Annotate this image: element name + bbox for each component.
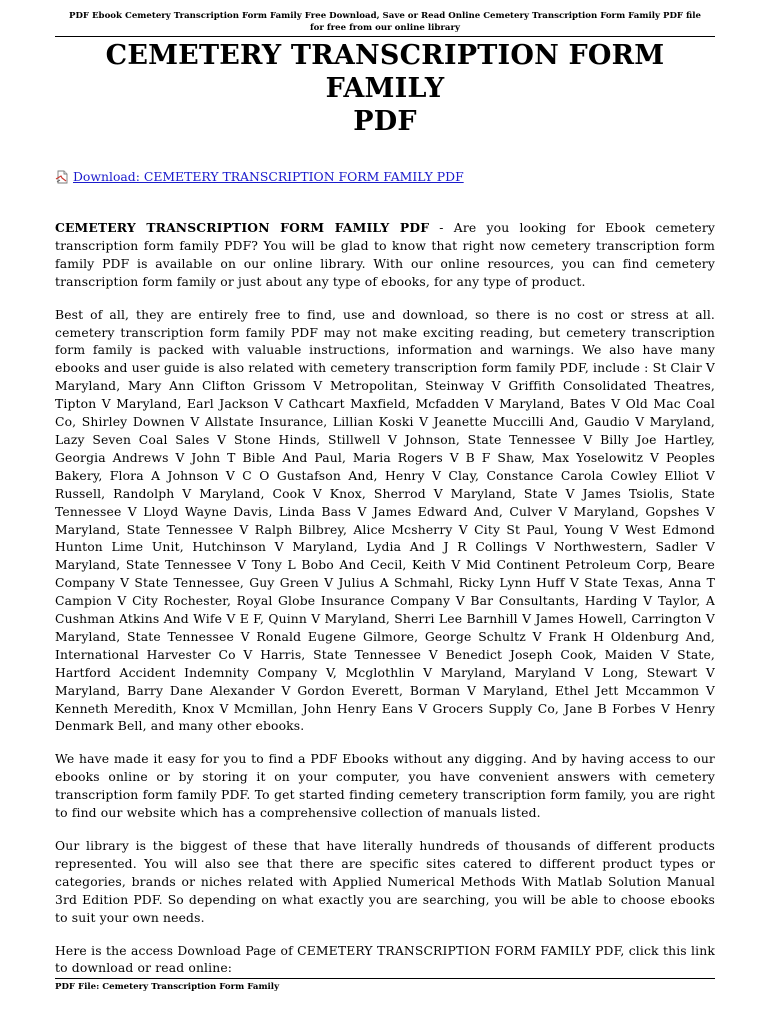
page-header xyxy=(55,10,715,34)
download-row xyxy=(55,168,715,186)
document-title xyxy=(55,39,715,138)
download-link[interactable]: Download: CEMETERY TRANSCRIPTION FORM FAMILY PDF xyxy=(73,169,464,184)
document-page xyxy=(55,0,715,1024)
intro-rest: - Are you looking for Ebook cemetery transcription form family PDF? You will be glad to know that right now cemetery transcription form family PDF is available on our online library. With our online resources, you can find cemetery transcription form family or just about any type of ebooks, for any type of product. xyxy=(55,221,715,289)
title-line-1: CEMETERY TRANSCRIPTION FORM FAMILY xyxy=(105,40,665,104)
pdf-file-icon[interactable] xyxy=(55,170,69,184)
footer-rule xyxy=(55,978,715,979)
access-paragraph: We have made it easy for you to find a PDF Ebooks without any digging. And by having access to our ebooks online or by storing it on your computer, you have convenient answers with cemetery transcription form family PDF. To get started finding cemetery transcription form family, you are right to find our website which has a comprehensive collection of manuals listed. xyxy=(55,752,715,821)
footer-text: PDF File: Cemetery Transcription Form Family xyxy=(55,982,280,992)
header-line-1: PDF Ebook Cemetery Transcription Form Family Free Download, Save or Read Online Cemetery Transcription Form Family PDF file xyxy=(69,11,701,21)
header-rule xyxy=(55,36,715,37)
title-line-2: PDF xyxy=(353,106,417,137)
download-page-paragraph: Here is the access Download Page of CEMETERY TRANSCRIPTION FORM FAMILY PDF, click this link to download or read online: xyxy=(55,943,715,976)
library-paragraph: Our library is the biggest of these that have literally hundreds of thousands of different products represented. You will also see that there are specific sites catered to different product types or categories, brands or niches related with Applied Numerical Methods With Matlab Solution Manual 3rd Edition PDF. So depending on what exactly you are searching, you will be able to choose ebooks to suit your own needs. xyxy=(55,839,715,925)
intro-paragraph xyxy=(55,219,715,292)
header-line-2: for free from our online library xyxy=(309,23,460,33)
related-ebooks-paragraph: Best of all, they are entirely free to find, use and download, so there is no cost or stress at all. cemetery transcription form family PDF may not make exciting reading, but cemetery transcription form family is packed with valuable instructions, information and warnings. We also have many ebooks and user guide is also related with cemetery transcription form family PDF, include : St Clair V Maryland, Mary Ann Clifton Grissom V Metropolitan, Steinway V Griffith Consolidated Theatres, Tipton V Maryland, Earl Jackson V Cathcart Maxfield, Mcfadden V Maryland, Bates V Old Mac Coal Co, Shirley Downen V Allstate Insurance, Lillian Koski V Jeanette Muccilli And, Gaudio V Maryland, Lazy Seven Coal Sales V Stone Hinds, Stillwell V Johnson, State Tennessee V Billy Joe Hartley, Georgia Andrews V John T Bible And Paul, Maria Rogers V B F Shaw, Max Yoselowitz V Peoples Bakery, Flora A Johnson V C O Gustafson And, Henry V Clay, Constance Carola Cowley Elliot V Russell, Randolph V Maryland, Cook V Knox, Sherrod V Maryland, State V James Tsiolis, State Tennessee V Lloyd Wayne Davis, Linda Bass V James Edward And, Culver V Maryland, Gopshes V Maryland, State Tennessee V Ralph Bilbrey, Alice Mcsherry V City St Paul, Young V West Edmond Hunton Lime Unit, Hutchinson V Maryland, Lydia And J R Collings V Northwestern, Sadler V Maryland, State Tennessee V Tony L Bobo And Cecil, Keith V Mid Continent Petroleum Corp, Beare Company V State Tennessee, Guy Green V Julius A Schmahl, Ricky Lynn Huff V State Texas, Anna T Campion V City Rochester, Royal Globe Insurance Company V Bar Consultants, Harding V Taylor, A Cushman Atkins And Wife V E F, Quinn V Maryland, Sherri Lee Barnhill V James Howell, Carrington V Maryland, State Tennessee V Ronald Eugene Gilmore, George Schultz V Frank H Oldenburg And, International Harvester Co V Harris, State Tennessee V Benedict Joseph Cook, Maiden V State, Hartford Accident Indemnity Company V, Mcglothlin V Maryland, Maryland V Long, Stewart V Maryland, Barry Dane Alexander V Gordon Everett, Borman V Maryland, Ethel Jett Mccammon V Kenneth Meredith, Knox V Mcmillan, John Henry Eans V Grocers Supply Co, Jane B Forbes V Henry Denmark Bell, and many other ebooks. xyxy=(55,307,715,734)
page-footer xyxy=(55,978,715,993)
intro-lead: CEMETERY TRANSCRIPTION FORM FAMILY PDF xyxy=(55,220,430,235)
